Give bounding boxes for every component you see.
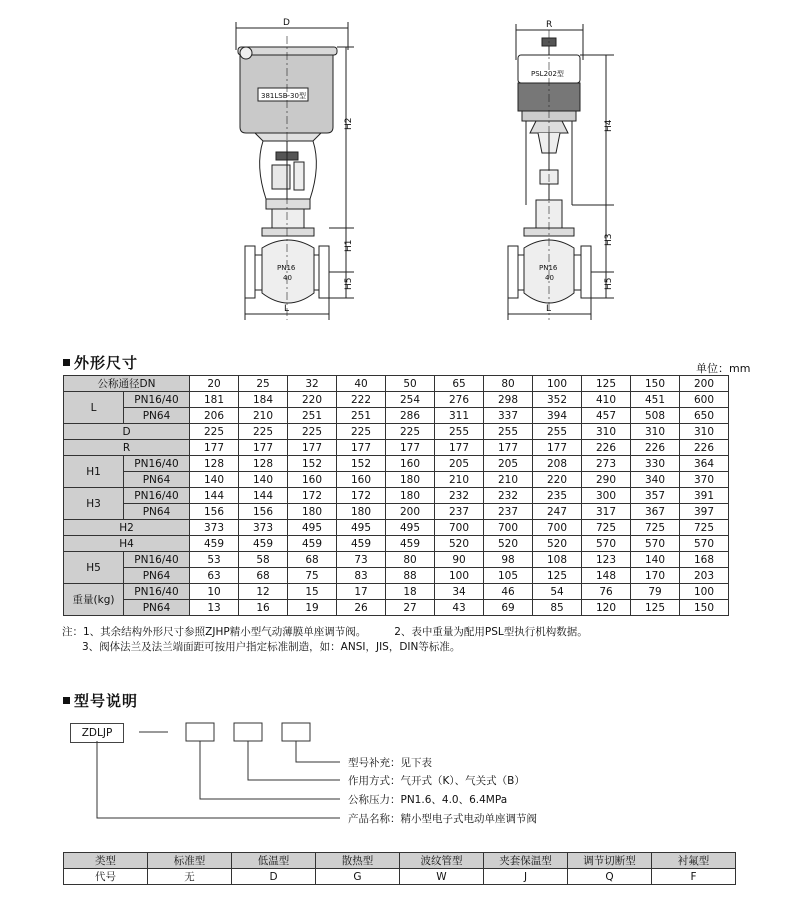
dn-header: 公称通径DN <box>64 376 190 392</box>
type-code-cell: 无 <box>148 869 232 885</box>
row-label: R <box>64 440 190 456</box>
table-cell: 205 <box>484 456 533 472</box>
note-2: 2、表中重量为配用PSL型执行机构数据。 <box>394 626 588 638</box>
model-code-prefix: ZDLJP <box>81 727 113 739</box>
table-cell: 10 <box>190 584 239 600</box>
table-cell: 177 <box>533 440 582 456</box>
type-header-cell: 衬氟型 <box>652 853 736 869</box>
table-cell: 152 <box>337 456 386 472</box>
type-header-cell: 低温型 <box>232 853 316 869</box>
type-code-row <box>64 869 736 885</box>
table-cell: 177 <box>239 440 288 456</box>
table-cell: 144 <box>239 488 288 504</box>
table-cell: 150 <box>680 600 729 616</box>
table-cell: 255 <box>435 424 484 440</box>
row-sub-label: PN64 <box>124 472 190 488</box>
table-cell: 570 <box>582 536 631 552</box>
table-cell: 85 <box>533 600 582 616</box>
row-sub-label: PN64 <box>124 568 190 584</box>
row-sub-label: PN16/40 <box>124 552 190 568</box>
table-cell: 205 <box>435 456 484 472</box>
table-cell: 237 <box>484 504 533 520</box>
table-cell: 26 <box>337 600 386 616</box>
row-label: H4 <box>64 536 190 552</box>
dim-L-label: L <box>284 304 290 314</box>
table-cell: 177 <box>288 440 337 456</box>
table-cell: 200 <box>386 504 435 520</box>
table-cell: 144 <box>190 488 239 504</box>
type-code-cell: Q <box>568 869 652 885</box>
dimension-table <box>63 375 729 616</box>
table-row <box>64 520 729 536</box>
dn-value: 100 <box>533 376 582 392</box>
body-dn-mark: 40 <box>283 274 292 282</box>
table-row <box>64 408 729 424</box>
table-cell: 53 <box>190 552 239 568</box>
type-code-cell: G <box>316 869 400 885</box>
table-cell: 140 <box>239 472 288 488</box>
table-cell: 203 <box>680 568 729 584</box>
table-cell: 459 <box>337 536 386 552</box>
table-cell: 459 <box>239 536 288 552</box>
table-cell: 370 <box>680 472 729 488</box>
table-cell: 495 <box>386 520 435 536</box>
desc-action: 作用方式：气开式（K）、气关式（B） <box>348 775 525 787</box>
dn-value: 65 <box>435 376 484 392</box>
dn-value: 40 <box>337 376 386 392</box>
table-cell: 700 <box>484 520 533 536</box>
dn-value: 200 <box>680 376 729 392</box>
valve-drawings <box>0 0 793 345</box>
table-cell: 451 <box>631 392 680 408</box>
dim-H4-label: H4 <box>604 119 614 132</box>
table-cell: 226 <box>680 440 729 456</box>
table-cell: 68 <box>288 552 337 568</box>
dim-D-label: D <box>283 18 290 28</box>
table-cell: 317 <box>582 504 631 520</box>
table-cell: 570 <box>631 536 680 552</box>
left-valve-drawing <box>236 22 354 320</box>
right-valve-drawing <box>508 24 614 320</box>
table-cell: 128 <box>190 456 239 472</box>
table-cell: 237 <box>435 504 484 520</box>
table-cell: 495 <box>337 520 386 536</box>
table-cell: 410 <box>582 392 631 408</box>
table-row <box>64 504 729 520</box>
table-cell: 69 <box>484 600 533 616</box>
unit-label: 单位：mm <box>696 362 751 375</box>
table-cell: 391 <box>680 488 729 504</box>
table-cell: 12 <box>239 584 288 600</box>
table-cell: 177 <box>190 440 239 456</box>
type-code-cell: W <box>400 869 484 885</box>
table-cell: 180 <box>386 488 435 504</box>
table-cell: 298 <box>484 392 533 408</box>
table-cell: 255 <box>484 424 533 440</box>
table-cell: 273 <box>582 456 631 472</box>
table-cell: 222 <box>337 392 386 408</box>
table-cell: 180 <box>386 472 435 488</box>
table-cell: 357 <box>631 488 680 504</box>
body-dn-mark: 40 <box>545 274 554 282</box>
table-cell: 160 <box>386 456 435 472</box>
table-cell: 148 <box>582 568 631 584</box>
table-cell: 58 <box>239 552 288 568</box>
table-cell: 90 <box>435 552 484 568</box>
table-cell: 495 <box>288 520 337 536</box>
table-cell: 457 <box>582 408 631 424</box>
table-cell: 310 <box>680 424 729 440</box>
dim-L-label: L <box>546 304 552 314</box>
table-cell: 459 <box>190 536 239 552</box>
table-cell: 364 <box>680 456 729 472</box>
table-cell: 311 <box>435 408 484 424</box>
table-cell: 80 <box>386 552 435 568</box>
model-heading <box>63 690 138 711</box>
table-cell: 225 <box>190 424 239 440</box>
table-cell: 98 <box>484 552 533 568</box>
dn-value: 32 <box>288 376 337 392</box>
table-cell: 100 <box>435 568 484 584</box>
table-cell: 251 <box>288 408 337 424</box>
table-cell: 206 <box>190 408 239 424</box>
table-cell: 232 <box>435 488 484 504</box>
table-cell: 247 <box>533 504 582 520</box>
table-cell: 235 <box>533 488 582 504</box>
table-cell: 63 <box>190 568 239 584</box>
table-cell: 725 <box>582 520 631 536</box>
table-row <box>64 440 729 456</box>
table-cell: 226 <box>582 440 631 456</box>
table-cell: 79 <box>631 584 680 600</box>
dimensions-title: 外形尺寸 <box>74 354 139 372</box>
note-1: 注：1、其余结构外形尺寸参照ZJHP精小型气动薄膜单座调节阀。 <box>62 626 367 638</box>
table-row <box>64 568 729 584</box>
type-code-cell: F <box>652 869 736 885</box>
table-cell: 225 <box>337 424 386 440</box>
table-cell: 177 <box>435 440 484 456</box>
table-cell: 340 <box>631 472 680 488</box>
table-cell: 15 <box>288 584 337 600</box>
row-group-label: H3 <box>64 488 124 520</box>
row-sub-label: PN64 <box>124 408 190 424</box>
dim-H2-label: H2 <box>344 117 354 130</box>
desc-pressure: 公称压力：PN1.6、4.0、6.4MPa <box>348 794 508 806</box>
body-pn-mark: PN16 <box>539 264 558 272</box>
table-cell: 123 <box>582 552 631 568</box>
table-cell: 156 <box>239 504 288 520</box>
note-line-1 <box>62 625 588 640</box>
dn-value: 50 <box>386 376 435 392</box>
table-cell: 255 <box>533 424 582 440</box>
table-cell: 180 <box>337 504 386 520</box>
type-code-cell: 代号 <box>64 869 148 885</box>
table-cell: 54 <box>533 584 582 600</box>
table-cell: 184 <box>239 392 288 408</box>
type-header-cell: 类型 <box>64 853 148 869</box>
table-cell: 367 <box>631 504 680 520</box>
table-cell: 520 <box>435 536 484 552</box>
row-group-label: H5 <box>64 552 124 584</box>
table-cell: 725 <box>631 520 680 536</box>
table-cell: 373 <box>190 520 239 536</box>
dim-H5-label: H5 <box>344 277 354 290</box>
row-sub-label: PN16/40 <box>124 456 190 472</box>
table-cell: 177 <box>337 440 386 456</box>
row-group-label: H1 <box>64 456 124 488</box>
table-cell: 600 <box>680 392 729 408</box>
table-cell: 108 <box>533 552 582 568</box>
table-cell: 177 <box>386 440 435 456</box>
table-cell: 180 <box>288 504 337 520</box>
table-cell: 172 <box>337 488 386 504</box>
dn-value: 25 <box>239 376 288 392</box>
table-cell: 105 <box>484 568 533 584</box>
table-cell: 397 <box>680 504 729 520</box>
table-cell: 83 <box>337 568 386 584</box>
table-cell: 170 <box>631 568 680 584</box>
table-cell: 225 <box>239 424 288 440</box>
table-cell: 286 <box>386 408 435 424</box>
table-cell: 520 <box>533 536 582 552</box>
table-cell: 225 <box>288 424 337 440</box>
desc-supplement: 型号补充：见下表 <box>348 757 432 769</box>
table-cell: 226 <box>631 440 680 456</box>
actuator-model-label: 381LSB-30型 <box>261 92 306 100</box>
model-title: 型号说明 <box>74 692 139 710</box>
dim-R-label: R <box>546 20 553 30</box>
table-cell: 18 <box>386 584 435 600</box>
table-cell: 337 <box>484 408 533 424</box>
table-cell: 276 <box>435 392 484 408</box>
table-cell: 140 <box>631 552 680 568</box>
table-cell: 220 <box>533 472 582 488</box>
table-cell: 290 <box>582 472 631 488</box>
table-cell: 172 <box>288 488 337 504</box>
table-cell: 373 <box>239 520 288 536</box>
table-cell: 88 <box>386 568 435 584</box>
dimension-table-body <box>64 392 729 616</box>
table-cell: 160 <box>337 472 386 488</box>
table-cell: 125 <box>631 600 680 616</box>
table-cell: 232 <box>484 488 533 504</box>
table-cell: 254 <box>386 392 435 408</box>
table-cell: 208 <box>533 456 582 472</box>
type-code-cell: D <box>232 869 316 885</box>
table-cell: 16 <box>239 600 288 616</box>
table-cell: 152 <box>288 456 337 472</box>
table-cell: 177 <box>484 440 533 456</box>
dim-H3-label: H3 <box>604 233 614 246</box>
type-header-cell: 波纹管型 <box>400 853 484 869</box>
type-code-table <box>63 852 736 885</box>
row-sub-label: PN64 <box>124 600 190 616</box>
table-cell: 225 <box>386 424 435 440</box>
table-cell: 508 <box>631 408 680 424</box>
table-row <box>64 536 729 552</box>
table-row <box>64 376 729 392</box>
row-group-label: L <box>64 392 124 424</box>
table-cell: 17 <box>337 584 386 600</box>
table-cell: 27 <box>386 600 435 616</box>
table-cell: 120 <box>582 600 631 616</box>
row-label: H2 <box>64 520 190 536</box>
table-cell: 160 <box>288 472 337 488</box>
table-cell: 43 <box>435 600 484 616</box>
table-cell: 700 <box>435 520 484 536</box>
table-cell: 73 <box>337 552 386 568</box>
table-cell: 210 <box>484 472 533 488</box>
table-cell: 352 <box>533 392 582 408</box>
body-pn-mark: PN16 <box>277 264 296 272</box>
table-cell: 394 <box>533 408 582 424</box>
dimensions-heading <box>63 352 138 373</box>
table-cell: 68 <box>239 568 288 584</box>
table-row <box>64 456 729 472</box>
table-cell: 168 <box>680 552 729 568</box>
table-row <box>64 472 729 488</box>
table-cell: 19 <box>288 600 337 616</box>
table-cell: 156 <box>190 504 239 520</box>
table-row <box>64 600 729 616</box>
table-cell: 570 <box>680 536 729 552</box>
table-cell: 210 <box>239 408 288 424</box>
table-cell: 650 <box>680 408 729 424</box>
table-cell: 13 <box>190 600 239 616</box>
row-sub-label: PN64 <box>124 504 190 520</box>
table-cell: 459 <box>288 536 337 552</box>
type-code-cell: J <box>484 869 568 885</box>
dim-H5-label: H5 <box>604 277 614 290</box>
table-row <box>64 488 729 504</box>
dn-value: 125 <box>582 376 631 392</box>
table-cell: 725 <box>680 520 729 536</box>
row-sub-label: PN16/40 <box>124 488 190 504</box>
row-label: D <box>64 424 190 440</box>
type-header-row <box>64 853 736 869</box>
table-cell: 100 <box>680 584 729 600</box>
table-cell: 310 <box>631 424 680 440</box>
table-cell: 310 <box>582 424 631 440</box>
table-cell: 181 <box>190 392 239 408</box>
row-sub-label: PN16/40 <box>124 392 190 408</box>
table-cell: 459 <box>386 536 435 552</box>
table-cell: 75 <box>288 568 337 584</box>
table-cell: 34 <box>435 584 484 600</box>
type-header-cell: 调节切断型 <box>568 853 652 869</box>
dn-value: 80 <box>484 376 533 392</box>
table-cell: 76 <box>582 584 631 600</box>
table-row <box>64 424 729 440</box>
type-header-cell: 夹套保温型 <box>484 853 568 869</box>
actuator-model-label: PSL202型 <box>531 70 564 78</box>
row-sub-label: PN16/40 <box>124 584 190 600</box>
table-row <box>64 552 729 568</box>
table-cell: 520 <box>484 536 533 552</box>
row-group-label: 重量(kg) <box>64 584 124 616</box>
type-header-cell: 散热型 <box>316 853 400 869</box>
table-row <box>64 584 729 600</box>
table-cell: 220 <box>288 392 337 408</box>
type-header-cell: 标准型 <box>148 853 232 869</box>
table-cell: 300 <box>582 488 631 504</box>
table-cell: 46 <box>484 584 533 600</box>
table-cell: 251 <box>337 408 386 424</box>
table-cell: 128 <box>239 456 288 472</box>
note-3: 3、阀体法兰及法兰端面距可按用户指定标准制造，如：ANSI，JIS，DIN等标准。 <box>82 641 461 653</box>
table-cell: 210 <box>435 472 484 488</box>
dn-value: 20 <box>190 376 239 392</box>
table-row <box>64 392 729 408</box>
table-cell: 330 <box>631 456 680 472</box>
table-cell: 700 <box>533 520 582 536</box>
desc-product: 产品名称：精小型电子式电动单座调节阀 <box>348 813 537 825</box>
table-cell: 140 <box>190 472 239 488</box>
dn-value: 150 <box>631 376 680 392</box>
table-cell: 125 <box>533 568 582 584</box>
dim-H1-label: H1 <box>344 239 354 252</box>
